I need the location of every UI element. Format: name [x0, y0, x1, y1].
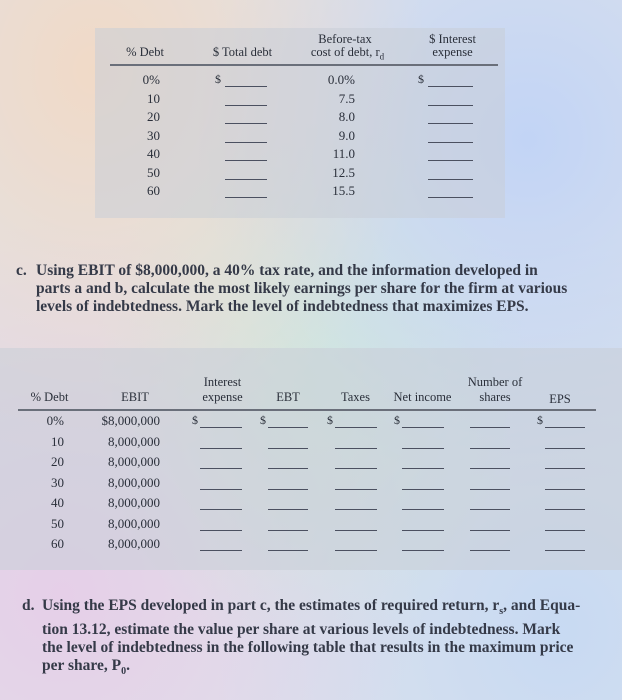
t2-eps-blank[interactable] [545, 448, 585, 449]
t1-interest-blank[interactable] [428, 142, 473, 143]
t1-header-before-tax: Before-tax [318, 32, 372, 46]
t1-total-debt-blank[interactable] [225, 105, 267, 106]
t2-net-income-blank[interactable] [402, 448, 444, 449]
part-d-line-4-sub: 0 [121, 666, 127, 678]
t1-header-interest: $ Interest [429, 32, 476, 46]
t1-cost-cell: 11.0 [332, 146, 355, 161]
t1-debt-cell: 0% [142, 72, 160, 87]
t2-header-rule [18, 409, 596, 411]
t2-debt-cell: 10 [51, 433, 64, 449]
part-d-label: d. [22, 597, 35, 614]
t1-debt-cell: 20 [147, 109, 160, 124]
t1-dollar-interest: $ [418, 72, 424, 86]
t2-ebt-blank[interactable] [268, 509, 308, 510]
t2-ebt-blank[interactable] [268, 468, 308, 469]
t2-shares-blank[interactable] [470, 489, 510, 490]
t1-debt-cell: 30 [147, 127, 160, 143]
t2-debt-cell: 30 [51, 474, 64, 490]
t2-ebit-cell: 8,000,000 [108, 433, 160, 449]
part-c-line-1-text: Using EBIT of $8,000,000, a 40% tax rate, and the information developed in [36, 262, 538, 279]
t1-total-debt-blank[interactable] [225, 142, 267, 143]
t2-eps-blank[interactable] [545, 468, 585, 469]
t2-ebit-cell: $8,000,000 [101, 413, 160, 428]
part-d-line-4 [22, 657, 618, 681]
t2-header-eps: EPS [549, 392, 571, 406]
t2-ebt-blank[interactable] [268, 427, 308, 428]
t2-taxes-blank[interactable] [335, 427, 377, 428]
t1-interest-blank[interactable] [428, 197, 473, 198]
t1-total-debt-blank[interactable] [225, 123, 267, 124]
t2-eps-blank[interactable] [545, 427, 585, 428]
t1-header-debt: % Debt [126, 45, 164, 59]
t2-ebt-blank[interactable] [268, 448, 308, 449]
t2-interest-blank[interactable] [200, 530, 242, 531]
part-d-line-4-text: per share, P [42, 657, 122, 675]
t2-header-expense: expense [202, 390, 243, 404]
part-d-line-1-text: Using the EPS developed in part c, the estimates of required return, r [42, 597, 500, 614]
t2-ebit-cell: 8,000,000 [108, 495, 160, 510]
part-d-line-1-tail: , and Equa- [503, 597, 581, 614]
t2-taxes-blank[interactable] [335, 489, 377, 490]
part-d-line-3: the level of indebtedness in the following table that results in the maximum price [42, 639, 574, 657]
t2-eps-blank[interactable] [545, 489, 585, 490]
t2-taxes-blank[interactable] [335, 509, 377, 510]
part-d-line-1 [22, 597, 618, 621]
t1-header-expense: expense [432, 45, 473, 59]
t2-shares-blank[interactable] [470, 530, 510, 531]
t2-header-ebt: EBT [276, 390, 300, 404]
t2-taxes-blank[interactable] [335, 550, 377, 551]
part-c-label: c. [16, 262, 27, 279]
t1-total-debt-blank[interactable] [225, 86, 267, 87]
t2-dollar-eps: $ [537, 413, 543, 427]
t1-header-rule [110, 64, 498, 66]
t1-total-debt-blank[interactable] [225, 197, 267, 198]
t2-shares-blank[interactable] [470, 448, 510, 449]
part-d-line-4-tail: . [126, 657, 130, 675]
t2-debt-cell: 20 [51, 454, 64, 469]
t2-debt-cell: 60 [51, 536, 64, 551]
t1-cost-cell: 7.5 [338, 90, 355, 106]
t1-cost-text: cost of debt, r [310, 45, 380, 59]
t2-interest-blank[interactable] [200, 489, 242, 490]
t1-cost-cell: 15.5 [332, 183, 355, 198]
t2-net-income-blank[interactable] [402, 509, 444, 510]
part-c-line-2: parts a and b, calculate the most likely earnings per share for the firm at various [36, 280, 568, 297]
part-c-text [16, 262, 616, 316]
part-d-line-1-sub: s [499, 606, 504, 618]
t1-cost-cell: 9.0 [338, 127, 355, 143]
t1-interest-blank[interactable] [428, 160, 473, 161]
t2-eps-blank[interactable] [545, 530, 585, 531]
t2-dollar-ebt: $ [260, 413, 266, 427]
t2-net-income-blank[interactable] [402, 468, 444, 469]
t2-net-income-blank[interactable] [402, 530, 444, 531]
part-c-line-3: levels of indebtedness. Mark the level of indebtedness that maximizes EPS. [36, 298, 529, 315]
t1-dollar-total: $ [215, 72, 221, 86]
t2-header-debt: % Debt [30, 390, 69, 404]
t2-header-ebit: EBIT [121, 390, 149, 404]
t2-ebt-blank[interactable] [268, 530, 308, 531]
t1-interest-blank[interactable] [428, 179, 473, 180]
t2-debt-cell: 0% [46, 413, 64, 428]
part-d-line-2: tion 13.12, estimate the value per share at various levels of indebtedness. Mark [42, 621, 561, 639]
t2-header-interest: Interest [203, 375, 242, 389]
t1-cost-sub: d [379, 51, 385, 62]
t1-cost-cell: 8.0 [338, 109, 355, 124]
t2-ebt-blank[interactable] [268, 489, 308, 490]
t2-interest-blank[interactable] [200, 427, 242, 428]
t2-debt-cell: 40 [51, 495, 64, 510]
t1-cost-cell: 0.0% [327, 72, 355, 87]
t2-eps-blank[interactable] [545, 550, 585, 551]
t1-total-debt-blank[interactable] [225, 179, 267, 180]
t2-net-income-blank[interactable] [402, 427, 444, 428]
t2-taxes-blank[interactable] [335, 468, 377, 469]
t2-interest-blank[interactable] [200, 509, 242, 510]
t2-debt-cell: 50 [51, 515, 64, 531]
t1-debt-cell: 50 [147, 164, 160, 180]
t2-shares-blank[interactable] [470, 509, 510, 510]
t2-dollar-interest: $ [192, 413, 198, 427]
t1-debt-cell: 60 [147, 183, 160, 198]
t2-shares-blank[interactable] [470, 550, 510, 551]
t2-ebit-cell: 8,000,000 [108, 454, 160, 469]
t1-header-total-debt: $ Total debt [212, 45, 273, 59]
t2-header-shares-1: Number of [467, 375, 523, 389]
t2-shares-blank[interactable] [470, 468, 510, 469]
t2-ebit-cell: 8,000,000 [108, 536, 160, 551]
t2-interest-blank[interactable] [200, 468, 242, 469]
t2-eps-blank[interactable] [545, 509, 585, 510]
t1-interest-blank[interactable] [428, 86, 473, 87]
t2-ebt-blank[interactable] [268, 550, 308, 551]
t2-interest-blank[interactable] [200, 550, 242, 551]
t2-net-income-blank[interactable] [402, 489, 444, 490]
t1-cost-cell: 12.5 [332, 164, 355, 180]
part-c-line-1 [16, 262, 616, 280]
t2-taxes-blank[interactable] [335, 530, 377, 531]
t2-ebit-cell: 8,000,000 [108, 515, 160, 531]
t2-shares-blank[interactable] [470, 427, 510, 428]
t1-header-cost-of-debt [290, 46, 405, 64]
part-d-text [22, 597, 618, 681]
t2-header-net-income: Net income [393, 390, 452, 404]
t2-ebit-cell: 8,000,000 [108, 474, 160, 490]
t2-dollar-taxes: $ [327, 413, 333, 427]
t1-interest-blank[interactable] [428, 123, 473, 124]
t1-debt-cell: 10 [147, 90, 160, 106]
t2-header-taxes: Taxes [341, 390, 370, 404]
t2-net-income-blank[interactable] [402, 550, 444, 551]
t2-header-shares-2: shares [479, 390, 511, 404]
t1-interest-blank[interactable] [428, 105, 473, 106]
t1-debt-cell: 40 [147, 146, 160, 161]
t2-interest-blank[interactable] [200, 448, 242, 449]
t2-taxes-blank[interactable] [335, 448, 377, 449]
t2-dollar-net-income: $ [394, 413, 400, 427]
t1-total-debt-blank[interactable] [225, 160, 267, 161]
